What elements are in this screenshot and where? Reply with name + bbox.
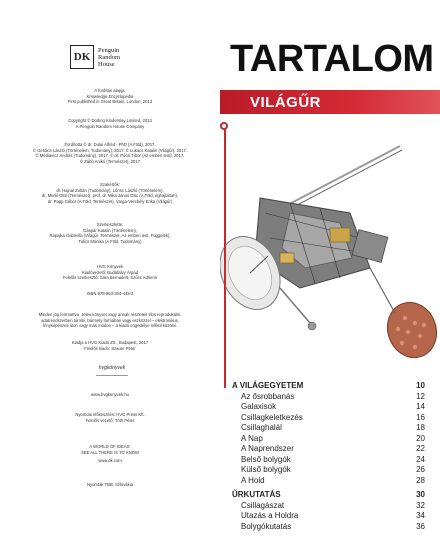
page-title: TARTALOM: [230, 38, 434, 80]
toc-item[interactable]: Csillaghalál 18: [241, 423, 425, 432]
website: www.hvgkonyvek.hu: [91, 392, 129, 397]
toc-item[interactable]: Galaxisok 14: [241, 402, 425, 411]
toc-item[interactable]: Az ősrobbanás 12: [241, 391, 425, 401]
toc-heading[interactable]: A VILÁGEGYETEM 10: [232, 381, 425, 390]
toc-item[interactable]: Utazás a Holdra 34: [241, 511, 425, 520]
contents-page: [220, 0, 440, 553]
rights-block: Minden jog fenntartva. Jelen könyvet vagy annak részleteit tilos reprodukálni, adatrendszerben tárolni, bármely formában vagy eszközzel – elektronikus, fényképészeti úton vagy más módon – a kiadó engedélye nélkül közölni.: [38, 312, 182, 329]
toc-group-space-exploration: [232, 490, 425, 532]
dk-logo: DK: [70, 45, 94, 69]
toc-group-universe: [232, 381, 425, 486]
experts-block: Szakértők: dr. Hajnal Zoltán (Tudomány), Lőrinc László (Történelem), dr. Merkl Ottó (Természet), prof. dr. Mika János DSc (A Föld, éghajlattan), dr. Papp Gábor (A Föld, Természet), Varga-Verebély Erika (Világűr): [41, 182, 179, 204]
toc-item[interactable]: A Naprendszer 22: [241, 444, 425, 453]
copyright-block: Copyright © Dorling Kindersley Limited, 2013 A Penguin Random House Company: [68, 118, 152, 129]
section-title: VILÁGŰR: [250, 94, 321, 111]
hvg-logo: hvgkönyvek: [96, 365, 128, 376]
dk-tagline: A WORLD OF IDEAS: SEE ALL THERE IS TO KNOW www.dk.com: [80, 444, 140, 464]
printer-block: Nyomták TBB, Szlovákia: [86, 482, 133, 487]
editors-block: Szerkesztette: Gáspár Katalin (Történelem), Rapajka Gabriella (Világűr, Természet, Az emberi test, Függelék), Tulics Mónika (A Föld, Tudomány): [49, 222, 171, 244]
toc-item[interactable]: Belső bolygók 24: [241, 454, 425, 464]
publisher-block: HVG Könyvek Kiadóvezető: Budafalvy Árpád Felelős szerkesztő: Sára Bernadett, Szűcs Adrienn: [62, 264, 158, 281]
toc-item[interactable]: A Hold 28: [241, 475, 425, 485]
penguin-random-house-logo: Penguin Random House: [98, 46, 121, 68]
toc-timeline-line: [224, 126, 226, 388]
translators-block: Fordította © dr. Dulai Alfréd · PhD (A Föld), 2017. © Gerdics László (Történelem, Tudomány), 2017. © Lukács Katalin (Világűr), 2017. © Médiavicz András (Tudomány), 2017. © dr. Pócsi Tibor (Az emberi test), 2017. © Zábó Anikó (Természet), 2017: [32, 142, 188, 164]
spacecraft-illustration: [220, 118, 440, 380]
isbn: ISBN 978-963-304-445-2: [86, 291, 134, 296]
prepress-block: Nyomdai előkészítés: HVG Press Kft. Felelős vezető: Tóth Péter: [75, 412, 145, 423]
toc-item[interactable]: A Nap 20: [241, 433, 425, 443]
toc-item[interactable]: Csillagkeletkezés 16: [241, 412, 425, 422]
section-banner: [220, 90, 440, 114]
edition-block: Kiadja a HVG Kiadó Zrt., Budapest, 2017 Felelős kiadó: Szauer Péter: [71, 340, 149, 351]
toc-heading[interactable]: ŰRKUTATÁS 30: [232, 490, 425, 499]
toc-item[interactable]: Bolygókutatás 36: [241, 521, 425, 531]
toc-item[interactable]: Külső bolygók 26: [241, 465, 425, 474]
toc-item[interactable]: Csillagászat 32: [241, 500, 425, 510]
toc-timeline-dot: [220, 122, 228, 130]
publisher-logo: [70, 45, 120, 69]
source-block: A fordítás alapja: Knowledge Encyclopedia First published in Great Britain, London, 2013: [67, 88, 153, 105]
